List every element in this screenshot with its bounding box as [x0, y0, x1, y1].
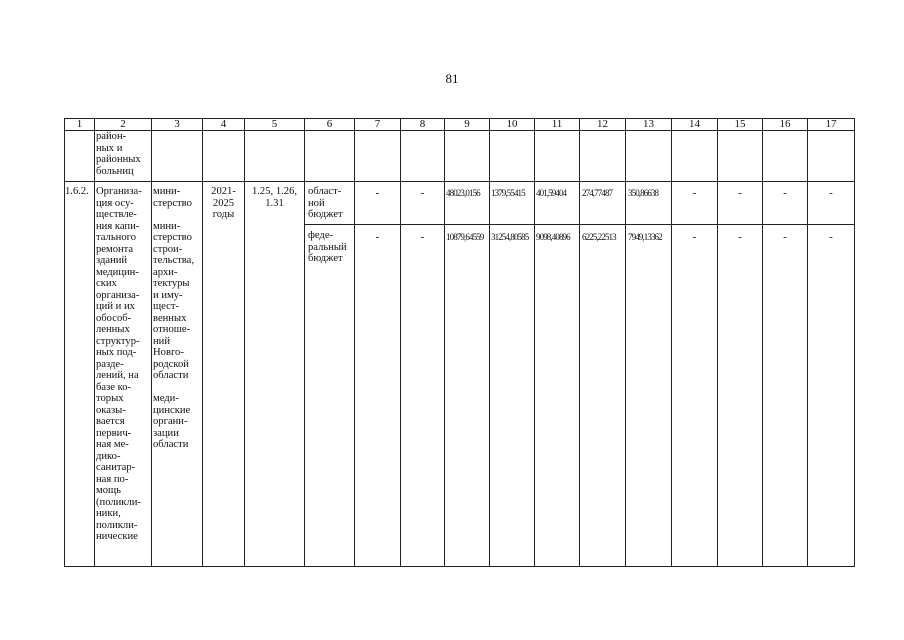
regional-c17: -: [829, 187, 833, 199]
regional-c15: -: [738, 187, 742, 199]
header-col-15: 15: [734, 118, 746, 130]
federal-c15: -: [738, 231, 742, 243]
federal-c9: 10879,64559: [446, 232, 484, 242]
measure-name: Организа- ция осу- ществле- ния капи- тального ремонта зданий медицин- ских организа- ций и их обособ- ленных структур- ных под- разде- лений, на базе ко- торых оказы- вается первич- ная ме- дико- санитар- ная по- мощь (поликли- ники, поликли- нические: [96, 186, 142, 542]
header-col-10: 10: [506, 118, 518, 130]
header-col-17: 17: [825, 118, 837, 130]
row-number: 1.6.2.: [65, 186, 89, 197]
regional-c9: 48023,0156: [446, 188, 480, 198]
target-indicators: 1.25, 1.26, 1.31: [251, 186, 298, 209]
regional-c16: -: [783, 187, 787, 199]
page-number: 81: [445, 71, 459, 86]
regional-c10: 1379,55415: [491, 188, 525, 198]
federal-c11: 9098,40896: [536, 232, 570, 242]
regional-c8: -: [420, 187, 425, 199]
regional-c7: -: [375, 187, 380, 199]
federal-c13: 7949,13362: [628, 232, 662, 242]
header-col-3: 3: [174, 118, 180, 130]
regional-c13: 350,86638: [628, 188, 659, 198]
federal-c12: 6225,22513: [582, 232, 616, 242]
header-col-2: 2: [120, 118, 126, 130]
header-col-7: 7: [374, 118, 381, 130]
header-col-12: 12: [597, 118, 608, 130]
federal-c7: -: [375, 231, 380, 243]
header-col-1: 1: [76, 118, 83, 130]
regional-c12: 274,77487: [582, 188, 613, 198]
years: 2021- 2025 годы: [211, 186, 236, 220]
funding-source-federal: феде- ральный бюджет: [308, 230, 347, 264]
header-col-4: 4: [220, 118, 227, 130]
regional-c11: 401,59404: [536, 188, 567, 198]
federal-c10: 31254,80585: [491, 232, 529, 242]
header-col-8: 8: [419, 118, 426, 130]
federal-c17: -: [829, 231, 833, 243]
header-col-9: 9: [464, 118, 470, 130]
header-col-5: 5: [271, 118, 278, 130]
funding-source-regional: област- ной бюджет: [308, 186, 343, 220]
regional-c14: -: [692, 187, 697, 199]
continuation-text: район- ных и районных больниц: [96, 131, 141, 177]
federal-c8: -: [420, 231, 425, 243]
executors: мини- стерство мини- стерство строи- тельства, архи- тектуры и иму- щест- венных отноше- ний Новго- родской области меди- цинские органи- зации области: [153, 186, 194, 450]
header-col-6: 6: [326, 118, 333, 130]
federal-c16: -: [783, 231, 787, 243]
header-col-14: 14: [689, 118, 700, 130]
header-col-13: 13: [643, 118, 654, 130]
header-col-11: 11: [551, 118, 563, 130]
header-col-16: 16: [779, 118, 791, 130]
federal-c14: -: [692, 231, 697, 243]
